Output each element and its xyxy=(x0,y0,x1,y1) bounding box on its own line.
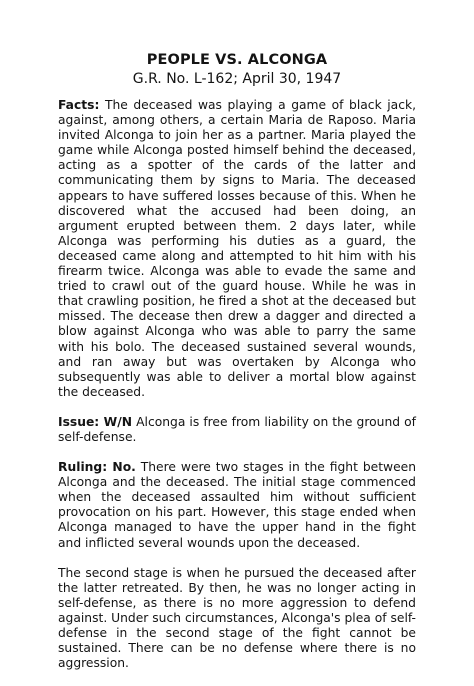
second-stage-paragraph xyxy=(58,566,416,672)
issue-paragraph xyxy=(58,415,416,445)
issue-label: Issue: W/N xyxy=(58,414,133,429)
case-digest-body xyxy=(58,98,416,686)
facts-paragraph xyxy=(58,98,416,400)
case-citation: G.R. No. L-162; April 30, 1947 xyxy=(132,71,342,87)
second-stage-text: The second stage is when he pursued the deceased after the latter retreated. By then, he was no longer acting in self-defense, as there is no more aggression to defend against. Under such circumstances, Alconga's plea of self-defense in the second stage of the fight cannot be sustained. There can be no defense where there is no aggression. xyxy=(58,565,416,671)
ruling-label: Ruling: No. xyxy=(58,460,136,475)
facts-label: Facts: xyxy=(58,98,100,112)
ruling-text: There were two stages in the fight between Alconga and the deceased. The initial stage commenced when the deceased assaulted him without sufficient provocation on his part. However, this stage ended when Alconga managed to have the upper hand in the fight and inflicted several wounds upon the deceased. xyxy=(58,460,416,550)
ruling-paragraph xyxy=(58,460,416,551)
issue-text: Alconga is free from liability on the ground of self-defense. xyxy=(58,414,416,444)
case-title: PEOPLE VS. ALCONGA xyxy=(146,52,328,68)
facts-text: The deceased was playing a game of black jack, against, among others, a certain Maria de Raposo. Maria invited Alconga to join her as a partner. Maria played the game while Alconga posted himself behind the deceased, acting as a spotter of the cards of the latter and communicating them by signs to Maria. The deceased appears to have suffered losses because of this. When he discovered what the accused had been doing, an argument erupted between them. 2 days later, while Alconga was performing his duties as a guard, the deceased came along and attempted to hit him with his firearm twice. Alconga was able to evade the same and tried to crawl out of the guard house. While he was in that crawling position, he fired a shot at the deceased but missed. The decease then drew a dagger and directed a blow against Alconga who was able to parry the same with his bolo. The deceased sustained several wounds, and ran away but was overtaken by Alconga who subsequently was able to deliver a mortal blow against the deceased. xyxy=(58,98,416,399)
